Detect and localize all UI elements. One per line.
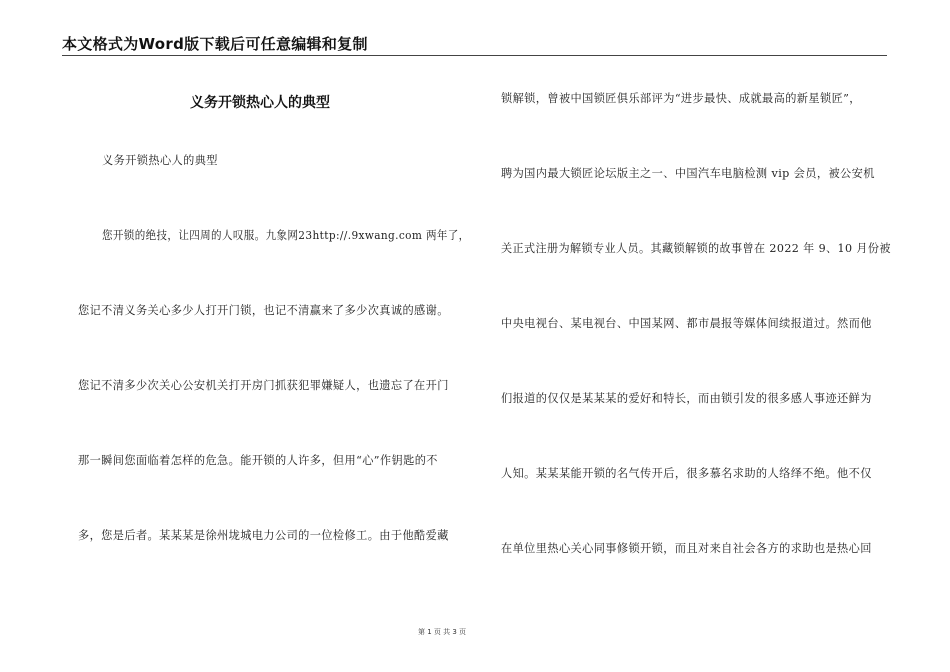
right-line-7: 在单位里热心关心同事修锁开锁，而且对来自社会各方的求助也是热心回 (501, 542, 872, 555)
download-notice-banner: 本文格式为Word版下载后可任意编辑和复制 (62, 35, 368, 53)
left-line-5: 那一瞬间您面临着怎样的危急。能开锁的人许多，但用“心”作钥匙的不 (78, 454, 438, 467)
left-line-3: 您记不清义务关心多少人打开门锁，也记不清赢来了多少次真诚的感谢。 (78, 304, 449, 317)
page-number-footer: 第 1 页 共 3 页 (417, 628, 467, 636)
left-line-2: 您开锁的绝技，让四周的人叹服。九象网23http://.9xwang.com 两年了， (102, 229, 470, 242)
right-line-1: 锁解锁，曾被中国锁匠俱乐部评为“进步最快、成就最高的新星锁匠”， (501, 92, 861, 105)
right-line-4: 中央电视台、某电视台、中国某网、都市晨报等媒体间续报道过。然而他 (501, 317, 872, 330)
left-line-6: 多，您是后者。某某某是徐州垅城电力公司的一位检修工。由于他酷爱藏 (78, 529, 449, 542)
right-line-3: 关正式注册为解锁专业人员。其藏锁解锁的故事曾在 2022 年 9、10 月份被 (501, 242, 891, 255)
right-line-6: 人知。某某某能开锁的名气传开后，很多慕名求助的人络绎不绝。他不仅 (501, 467, 872, 480)
left-line-1: 义务开锁热心人的典型 (102, 154, 218, 167)
right-line-5: 们报道的仅仅是某某某的爱好和特长，而由锁引发的很多感人事迹还鲜为 (501, 392, 872, 405)
header-divider (62, 55, 887, 56)
right-line-2: 聘为国内最大锁匠论坛版主之一、中国汽车电脑检测 vip 会员，被公安机 (501, 167, 875, 180)
left-line-4: 您记不清多少次关心公安机关打开房门抓获犯罪嫌疑人，也遗忘了在开门 (78, 379, 449, 392)
document-title: 义务开锁热心人的典型 (190, 95, 330, 111)
